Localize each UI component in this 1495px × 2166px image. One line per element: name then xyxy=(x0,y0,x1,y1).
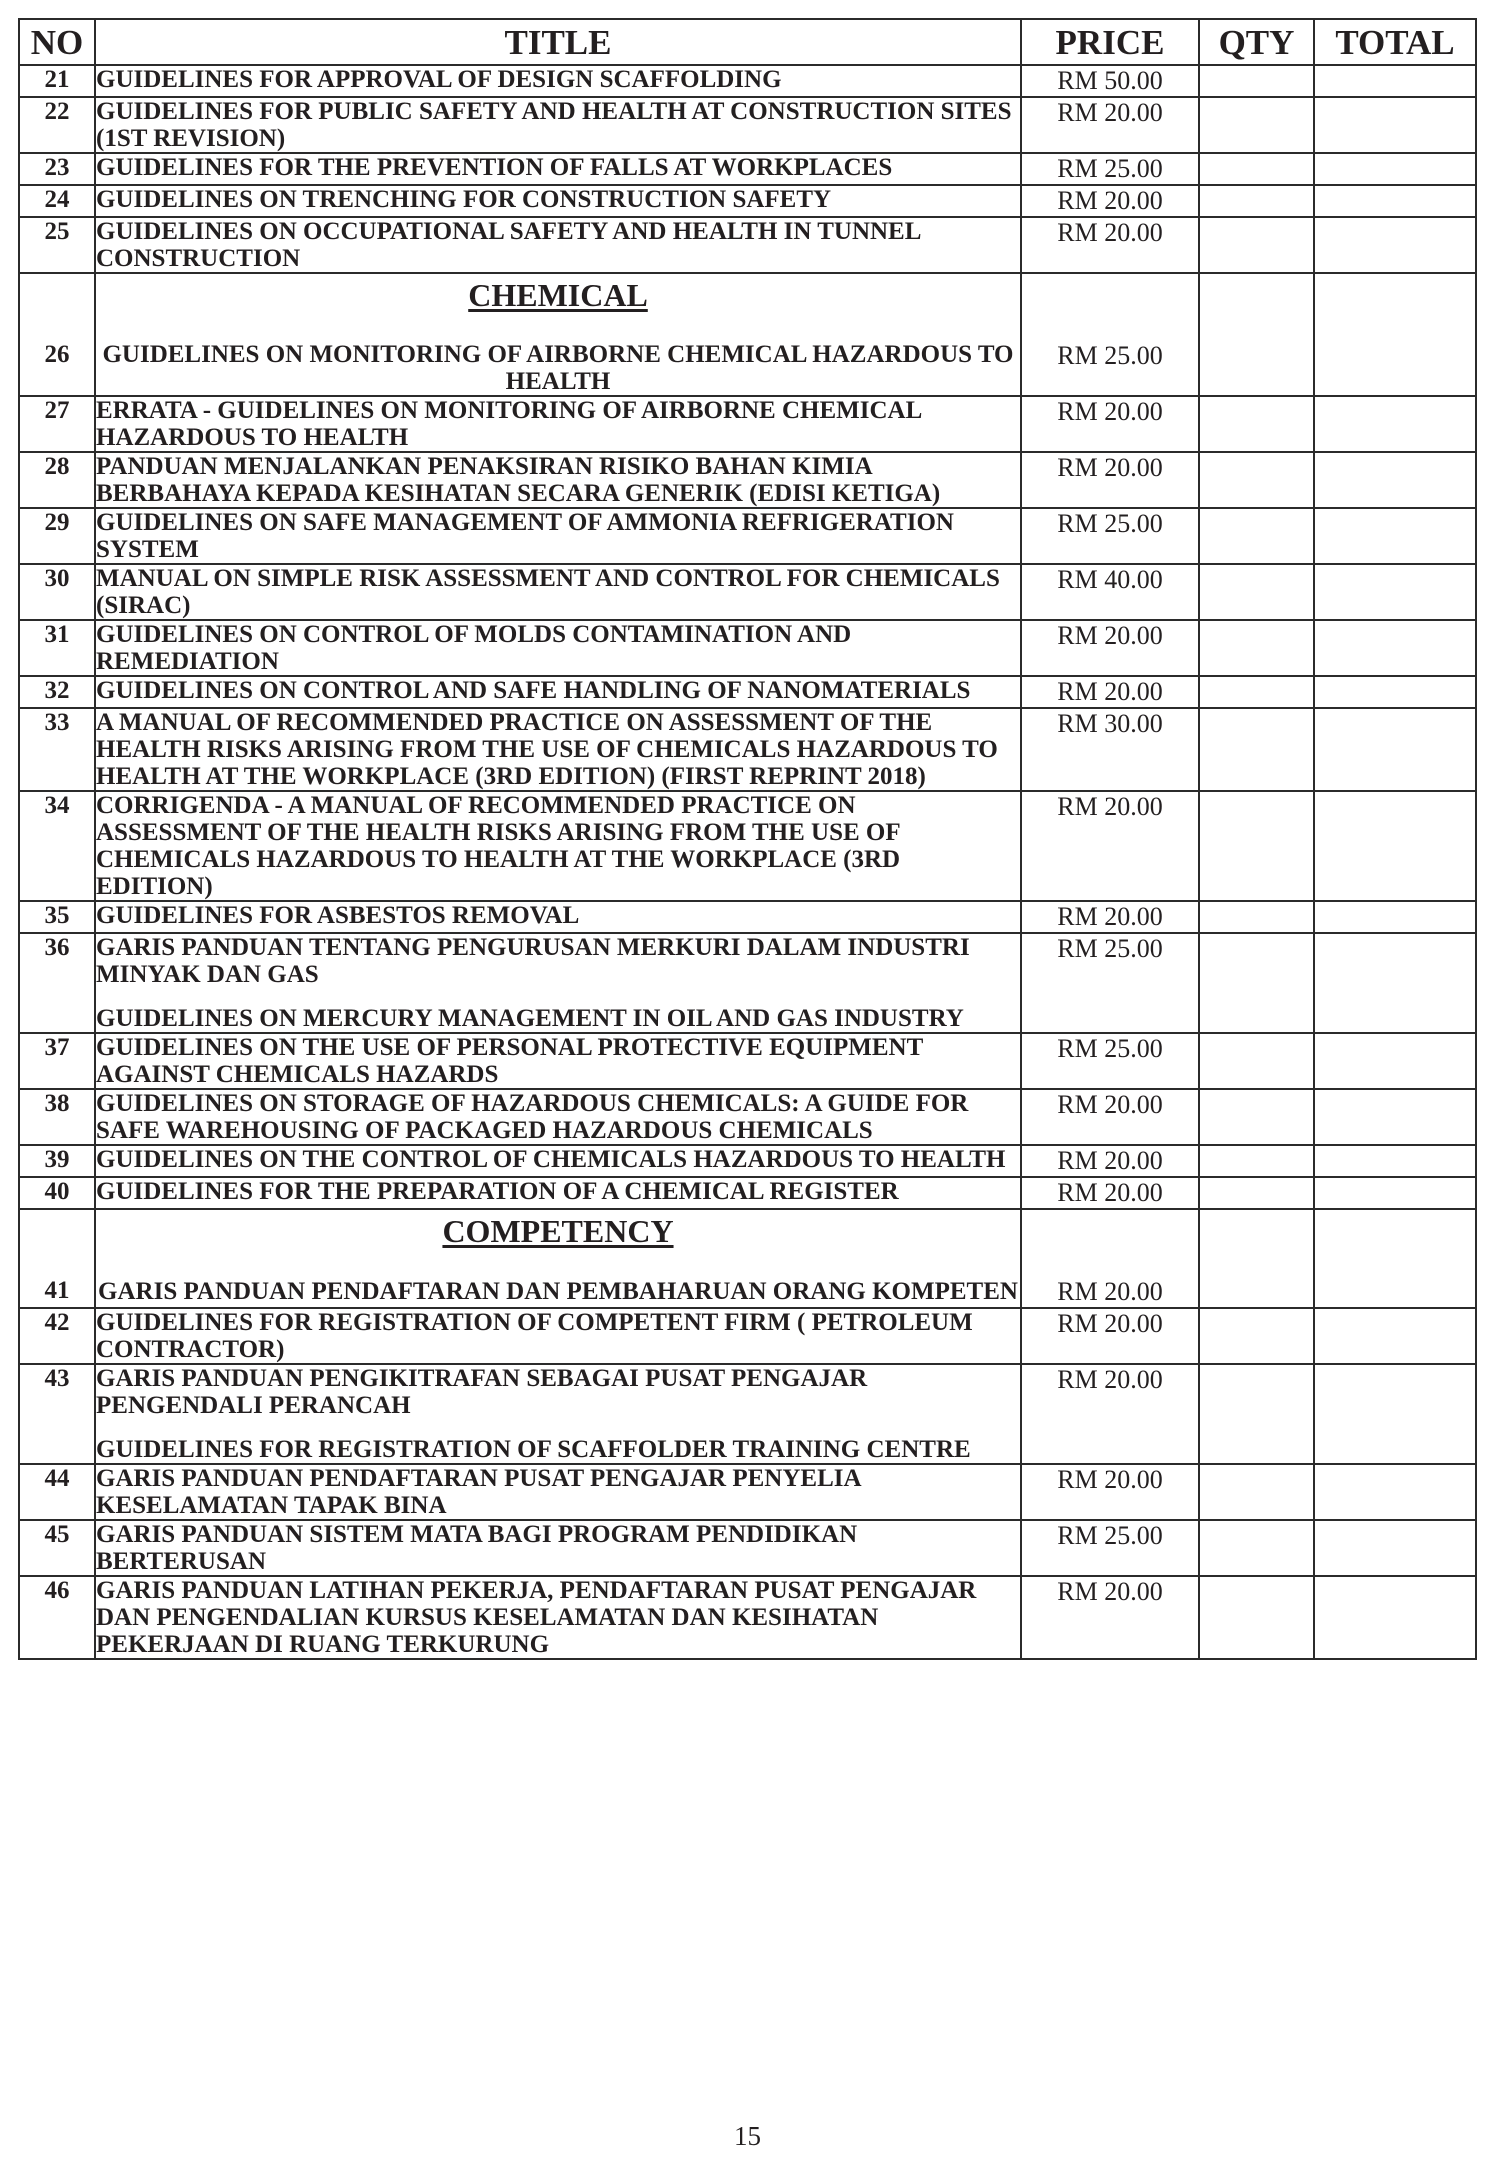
total-cell[interactable] xyxy=(1314,1033,1476,1089)
item-number xyxy=(19,1089,95,1145)
item-title: GARIS PANDUAN PENDAFTARAN PUSAT PENGAJAR PENYELIA KESELAMATAN TAPAK BINA xyxy=(96,1465,861,1520)
item-number xyxy=(19,1209,95,1308)
qty-cell[interactable] xyxy=(1199,65,1314,97)
table-row xyxy=(19,97,1476,153)
item-price: RM 25.00 xyxy=(1021,508,1199,564)
table-row xyxy=(19,1364,1476,1464)
item-title-cell xyxy=(95,564,1021,620)
item-title-cell xyxy=(95,933,1021,1033)
item-title: GUIDELINES FOR THE PREVENTION OF FALLS AT WORKPLACES xyxy=(96,154,893,181)
qty-cell[interactable] xyxy=(1199,1576,1314,1659)
total-cell[interactable] xyxy=(1314,564,1476,620)
item-number-text: 45 xyxy=(44,1521,70,1549)
item-number-text: 21 xyxy=(44,66,70,93)
item-number xyxy=(19,1464,95,1520)
item-title-cell xyxy=(95,1520,1021,1576)
total-cell[interactable] xyxy=(1314,708,1476,791)
qty-cell[interactable] xyxy=(1199,1308,1314,1364)
item-title: GUIDELINES ON MERCURY MANAGEMENT IN OIL AND GAS INDUSTRY xyxy=(96,1005,964,1033)
item-number xyxy=(19,620,95,676)
item-title: GUIDELINES ON OCCUPATIONAL SAFETY AND HEALTH IN TUNNEL CONSTRUCTION xyxy=(96,218,921,272)
item-title: GUIDELINES ON STORAGE OF HAZARDOUS CHEMICALS: A GUIDE FOR SAFE WAREHOUSING OF PACKAGED HAZARDOUS CHEMICALS xyxy=(96,1090,969,1145)
item-title-cell xyxy=(95,65,1021,97)
item-title-cell xyxy=(95,1576,1021,1659)
total-cell[interactable] xyxy=(1314,1089,1476,1145)
item-title-cell xyxy=(95,1464,1021,1520)
item-number xyxy=(19,1145,95,1177)
item-title-cell xyxy=(95,676,1021,708)
item-title: GUIDELINES ON THE CONTROL OF CHEMICALS HAZARDOUS TO HEALTH xyxy=(96,1146,1006,1174)
item-number-text: 37 xyxy=(44,1034,70,1062)
qty-cell[interactable] xyxy=(1199,676,1314,708)
table-row xyxy=(19,901,1476,933)
item-title: GARIS PANDUAN PENDAFTARAN DAN PEMBAHARUAN ORANG KOMPETEN xyxy=(98,1277,1018,1305)
item-number-text: 27 xyxy=(44,397,70,425)
item-number-text: 25 xyxy=(44,218,70,245)
item-title: GUIDELINES ON CONTROL OF MOLDS CONTAMINATION AND REMEDIATION xyxy=(96,621,852,676)
item-number xyxy=(19,901,95,933)
total-cell[interactable] xyxy=(1314,185,1476,217)
table-row xyxy=(19,1177,1476,1209)
item-price: RM 20.00 xyxy=(1021,1464,1199,1520)
item-price: RM 50.00 xyxy=(1021,65,1199,97)
item-number xyxy=(19,1033,95,1089)
item-title-cell xyxy=(95,153,1021,185)
qty-cell[interactable] xyxy=(1199,1364,1314,1464)
item-number-text: 40 xyxy=(44,1178,70,1206)
qty-cell[interactable] xyxy=(1199,1033,1314,1089)
item-price: RM 20.00 xyxy=(1021,1576,1199,1659)
item-title-cell xyxy=(95,217,1021,273)
item-price: RM 20.00 xyxy=(1021,97,1199,153)
header-row xyxy=(19,19,1476,65)
section-table-row xyxy=(19,1209,1476,1308)
item-number-text: 23 xyxy=(44,154,70,181)
item-title: GARIS PANDUAN LATIHAN PEKERJA, PENDAFTARAN PUSAT PENGAJAR DAN PENGENDALIAN KURSUS KESELAMATAN DAN KESIHATAN PEKERJAAN DI RUANG TERKURUNG xyxy=(96,1577,977,1659)
item-number xyxy=(19,153,95,185)
item-title: GUIDELINES FOR THE PREPARATION OF A CHEMICAL REGISTER xyxy=(96,1178,899,1206)
page-number: 15 xyxy=(734,2121,761,2151)
item-title-cell xyxy=(95,1364,1021,1464)
header-price: PRICE xyxy=(1021,19,1199,65)
qty-cell[interactable] xyxy=(1199,1145,1314,1177)
item-number xyxy=(19,452,95,508)
item-number-text: 22 xyxy=(44,98,70,125)
table-row xyxy=(19,396,1476,452)
total-cell[interactable] xyxy=(1314,1576,1476,1659)
item-title-cell xyxy=(95,452,1021,508)
header-no: NO xyxy=(19,19,95,65)
item-number-text: 26 xyxy=(44,341,70,368)
total-cell[interactable] xyxy=(1314,933,1476,1033)
header-total: TOTAL xyxy=(1314,19,1476,65)
item-title: GUIDELINES ON CONTROL AND SAFE HANDLING OF NANOMATERIALS xyxy=(96,677,971,705)
item-number xyxy=(19,1576,95,1659)
total-cell[interactable] xyxy=(1314,153,1476,185)
qty-cell[interactable] xyxy=(1199,1209,1314,1308)
total-cell[interactable] xyxy=(1314,1364,1476,1464)
item-number-text: 35 xyxy=(44,902,70,930)
table-row xyxy=(19,153,1476,185)
total-cell[interactable] xyxy=(1314,217,1476,273)
item-title-cell xyxy=(95,1033,1021,1089)
qty-cell[interactable] xyxy=(1199,933,1314,1033)
table-row xyxy=(19,676,1476,708)
item-price: RM 20.00 xyxy=(1021,1145,1199,1177)
item-price: RM 25.00 xyxy=(1021,1033,1199,1089)
item-number-text: 42 xyxy=(44,1309,70,1337)
total-cell[interactable] xyxy=(1314,396,1476,452)
total-cell[interactable] xyxy=(1314,1520,1476,1576)
table-body xyxy=(19,65,1476,1659)
item-title-cell xyxy=(95,1145,1021,1177)
table-row xyxy=(19,791,1476,901)
qty-cell[interactable] xyxy=(1199,1177,1314,1209)
item-price: RM 20.00 xyxy=(1021,1177,1199,1209)
item-number xyxy=(19,273,95,396)
item-title: GARIS PANDUAN PENGIKITRAFAN SEBAGAI PUSAT PENGAJAR PENGENDALI PERANCAH xyxy=(96,1365,868,1420)
item-title-cell xyxy=(95,1089,1021,1145)
item-title-cell xyxy=(95,185,1021,217)
table-row xyxy=(19,1520,1476,1576)
item-title: GUIDELINES ON MONITORING OF AIRBORNE CHEMICAL HAZARDOUS TO HEALTH xyxy=(102,341,1014,396)
table-row xyxy=(19,217,1476,273)
item-number-text: 24 xyxy=(44,186,70,213)
item-price: RM 20.00 xyxy=(1021,1364,1199,1464)
qty-cell[interactable] xyxy=(1199,153,1314,185)
qty-cell[interactable] xyxy=(1199,708,1314,791)
qty-cell[interactable] xyxy=(1199,508,1314,564)
item-title-cell xyxy=(95,620,1021,676)
item-number xyxy=(19,97,95,153)
total-cell[interactable] xyxy=(1314,508,1476,564)
section-heading: CHEMICAL xyxy=(468,277,648,313)
item-number-text: 30 xyxy=(44,565,70,593)
item-price: RM 20.00 xyxy=(1021,1089,1199,1145)
item-number-text: 46 xyxy=(44,1577,70,1605)
item-title-cell xyxy=(95,901,1021,933)
total-cell[interactable] xyxy=(1314,1145,1476,1177)
item-price: RM 20.00 xyxy=(1021,1209,1199,1308)
table-row xyxy=(19,185,1476,217)
item-number-text: 29 xyxy=(44,509,70,537)
qty-cell[interactable] xyxy=(1199,217,1314,273)
table-row xyxy=(19,1145,1476,1177)
item-number-text: 41 xyxy=(44,1277,70,1305)
header-qty: QTY xyxy=(1199,19,1314,65)
total-cell[interactable] xyxy=(1314,1308,1476,1364)
item-title-cell xyxy=(95,508,1021,564)
item-price: RM 25.00 xyxy=(1021,933,1199,1033)
item-price: RM 25.00 xyxy=(1021,273,1199,396)
price-list-table xyxy=(18,18,1477,1660)
item-price: RM 25.00 xyxy=(1021,153,1199,185)
total-cell[interactable] xyxy=(1314,791,1476,901)
item-title-cell xyxy=(95,396,1021,452)
total-cell[interactable] xyxy=(1314,273,1476,396)
total-cell[interactable] xyxy=(1314,97,1476,153)
table-row xyxy=(19,1089,1476,1145)
item-title-cell xyxy=(95,97,1021,153)
item-title: GARIS PANDUAN SISTEM MATA BAGI PROGRAM PENDIDIKAN BERTERUSAN xyxy=(96,1521,858,1576)
item-title: GARIS PANDUAN TENTANG PENGURUSAN MERKURI DALAM INDUSTRI MINYAK DAN GAS xyxy=(96,934,970,989)
table-row xyxy=(19,708,1476,791)
qty-cell[interactable] xyxy=(1199,564,1314,620)
item-number xyxy=(19,217,95,273)
total-cell[interactable] xyxy=(1314,65,1476,97)
item-number-text: 34 xyxy=(44,792,70,820)
section-heading: COMPETENCY xyxy=(442,1213,674,1250)
item-number-text: 44 xyxy=(44,1465,70,1493)
item-title: GUIDELINES FOR ASBESTOS REMOVAL xyxy=(96,902,580,930)
total-cell[interactable] xyxy=(1314,676,1476,708)
item-price: RM 25.00 xyxy=(1021,1520,1199,1576)
qty-cell[interactable] xyxy=(1199,185,1314,217)
qty-cell[interactable] xyxy=(1199,791,1314,901)
qty-cell[interactable] xyxy=(1199,901,1314,933)
item-number xyxy=(19,791,95,901)
total-cell[interactable] xyxy=(1314,1464,1476,1520)
table-row xyxy=(19,620,1476,676)
item-number xyxy=(19,1520,95,1576)
item-price: RM 20.00 xyxy=(1021,452,1199,508)
item-price: RM 20.00 xyxy=(1021,185,1199,217)
table-row xyxy=(19,1308,1476,1364)
item-number xyxy=(19,1177,95,1209)
item-price: RM 20.00 xyxy=(1021,901,1199,933)
total-cell[interactable] xyxy=(1314,620,1476,676)
item-title: GUIDELINES FOR REGISTRATION OF SCAFFOLDER TRAINING CENTRE xyxy=(96,1436,971,1464)
item-title: GUIDELINES FOR REGISTRATION OF COMPETENT FIRM ( PETROLEUM CONTRACTOR) xyxy=(96,1309,973,1364)
table-row xyxy=(19,452,1476,508)
item-number xyxy=(19,1364,95,1464)
table-row xyxy=(19,564,1476,620)
header-title: TITLE xyxy=(95,19,1021,65)
table-row xyxy=(19,1033,1476,1089)
item-number xyxy=(19,708,95,791)
qty-cell[interactable] xyxy=(1199,620,1314,676)
item-number-text: 28 xyxy=(44,453,70,481)
item-price: RM 20.00 xyxy=(1021,1308,1199,1364)
item-number xyxy=(19,396,95,452)
qty-cell[interactable] xyxy=(1199,97,1314,153)
item-title: PANDUAN MENJALANKAN PENAKSIRAN RISIKO BAHAN KIMIA BERBAHAYA KEPADA KESIHATAN SECARA GENERIK (EDISI KETIGA) xyxy=(96,453,941,508)
item-title-cell xyxy=(95,1308,1021,1364)
item-price: RM 20.00 xyxy=(1021,396,1199,452)
item-title: CORRIGENDA - A MANUAL OF RECOMMENDED PRACTICE ON ASSESSMENT OF THE HEALTH RISKS ARISING FROM THE USE OF CHEMICALS HAZARDOUS TO HEALTH AT THE WORKPLACE (3RD EDITION) xyxy=(96,792,901,901)
table-row xyxy=(19,65,1476,97)
qty-cell[interactable] xyxy=(1199,1464,1314,1520)
qty-cell[interactable] xyxy=(1199,396,1314,452)
section-table-row xyxy=(19,273,1476,396)
qty-cell[interactable] xyxy=(1199,1520,1314,1576)
item-price: RM 20.00 xyxy=(1021,791,1199,901)
qty-cell[interactable] xyxy=(1199,273,1314,396)
total-cell[interactable] xyxy=(1314,901,1476,933)
item-title-cell xyxy=(95,1209,1021,1308)
item-number-text: 43 xyxy=(44,1365,70,1393)
table-row xyxy=(19,508,1476,564)
table-row xyxy=(19,1464,1476,1520)
item-price: RM 30.00 xyxy=(1021,708,1199,791)
item-number-text: 36 xyxy=(44,934,70,962)
table-row xyxy=(19,1576,1476,1659)
item-title: ERRATA - GUIDELINES ON MONITORING OF AIRBORNE CHEMICAL HAZARDOUS TO HEALTH xyxy=(96,397,921,452)
item-title: GUIDELINES ON THE USE OF PERSONAL PROTECTIVE EQUIPMENT AGAINST CHEMICALS HAZARDS xyxy=(96,1034,923,1089)
item-number xyxy=(19,564,95,620)
item-title-cell xyxy=(95,791,1021,901)
item-title-cell xyxy=(95,708,1021,791)
item-title-cell xyxy=(95,1177,1021,1209)
total-cell[interactable] xyxy=(1314,1209,1476,1308)
total-cell[interactable] xyxy=(1314,452,1476,508)
item-number xyxy=(19,1308,95,1364)
item-title: GUIDELINES FOR PUBLIC SAFETY AND HEALTH AT CONSTRUCTION SITES (1ST REVISION) xyxy=(96,98,1012,152)
item-price: RM 40.00 xyxy=(1021,564,1199,620)
qty-cell[interactable] xyxy=(1199,452,1314,508)
item-price: RM 20.00 xyxy=(1021,217,1199,273)
qty-cell[interactable] xyxy=(1199,1089,1314,1145)
item-number-text: 31 xyxy=(44,621,70,649)
item-title-cell xyxy=(95,273,1021,396)
item-number xyxy=(19,676,95,708)
item-title: A MANUAL OF RECOMMENDED PRACTICE ON ASSESSMENT OF THE HEALTH RISKS ARISING FROM THE USE OF CHEMICALS HAZARDOUS TO HEALTH AT THE WORKPLACE (3RD EDITION) (FIRST REPRINT 2018) xyxy=(96,709,998,791)
item-price: RM 20.00 xyxy=(1021,676,1199,708)
item-number xyxy=(19,508,95,564)
item-title: GUIDELINES FOR APPROVAL OF DESIGN SCAFFOLDING xyxy=(96,66,782,93)
item-number xyxy=(19,933,95,1033)
total-cell[interactable] xyxy=(1314,1177,1476,1209)
item-number-text: 38 xyxy=(44,1090,70,1118)
item-title: GUIDELINES ON SAFE MANAGEMENT OF AMMONIA REFRIGERATION SYSTEM xyxy=(96,509,954,564)
item-number-text: 39 xyxy=(44,1146,70,1174)
item-number xyxy=(19,185,95,217)
item-title: MANUAL ON SIMPLE RISK ASSESSMENT AND CONTROL FOR CHEMICALS (SIRAC) xyxy=(96,565,1000,620)
item-title: GUIDELINES ON TRENCHING FOR CONSTRUCTION SAFETY xyxy=(96,186,832,213)
item-price: RM 20.00 xyxy=(1021,620,1199,676)
table-row xyxy=(19,933,1476,1033)
item-number xyxy=(19,65,95,97)
item-number-text: 32 xyxy=(44,677,70,705)
item-number-text: 33 xyxy=(44,709,70,737)
